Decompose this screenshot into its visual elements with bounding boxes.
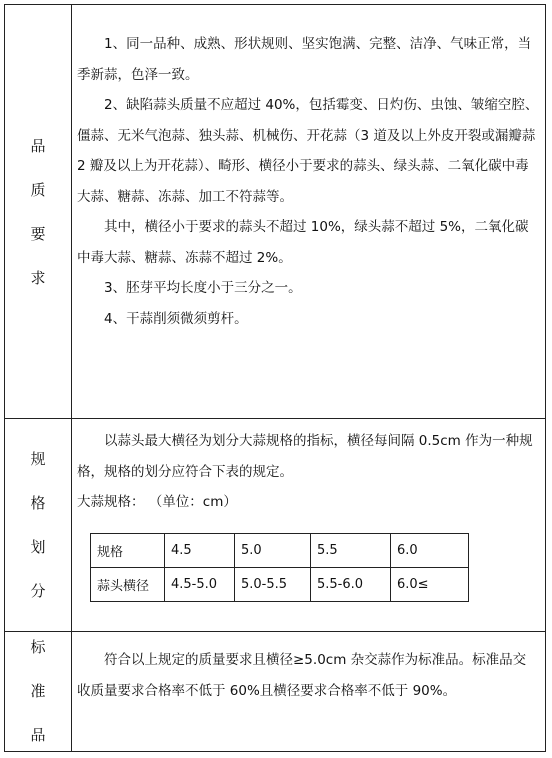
row-divider-2	[5, 631, 545, 632]
table-cell: 5.5-6.0	[311, 568, 391, 602]
quality-label-char: 求	[30, 268, 46, 287]
spec-label-char: 规	[30, 449, 46, 468]
garlic-size-table	[90, 533, 469, 602]
quality-paragraph: 其中，横径小于要求的蒜头不超过 10%，绿头蒜不超过 5%，二氧化碳中毒大蒜、糖蒜、冻蒜不超过 2%。	[77, 219, 529, 266]
row-divider-1	[5, 418, 545, 419]
standard-label-char: 准	[30, 682, 46, 700]
quality-paragraph: 1、同一品种、成熟、形状规则、坚实饱满、完整、洁净、气味正常，当季新蒜，色泽一致。	[77, 36, 532, 83]
quality-label	[5, 5, 71, 418]
table-cell: 5.0	[235, 534, 311, 568]
quality-content	[77, 29, 539, 334]
spec-table-title: 大蒜规格： （单位：cm）	[77, 494, 237, 510]
spec-table-frame	[4, 4, 546, 752]
table-cell: 6.0	[391, 534, 469, 568]
quality-label-char: 品	[30, 136, 46, 155]
spec-intro: 以蒜头最大横径为划分大蒜规格的指标，横径每间隔 0.5cm 作为一种规格，规格的划分应符合下表的规定。	[77, 433, 533, 480]
standard-label-char: 标	[30, 638, 46, 656]
table-row	[91, 568, 469, 602]
spec-label-char: 分	[30, 581, 46, 600]
spec-label-char: 格	[30, 493, 46, 512]
standard-label	[5, 631, 71, 751]
table-cell: 规格	[91, 534, 165, 568]
spec-label	[5, 418, 71, 631]
table-cell: 5.0-5.5	[235, 568, 311, 602]
standard-label-char: 品	[30, 726, 46, 744]
quality-label-char: 要	[30, 224, 46, 243]
table-cell: 5.5	[311, 534, 391, 568]
table-cell: 4.5	[165, 534, 235, 568]
table-cell: 蒜头横径	[91, 568, 165, 602]
quality-paragraph: 3、胚芽平均长度小于三分之一。	[104, 280, 302, 296]
quality-label-char: 质	[30, 180, 46, 199]
table-row	[91, 534, 469, 568]
column-divider	[71, 5, 72, 751]
quality-paragraph: 4、干蒜削须微须剪杆。	[104, 310, 248, 327]
table-cell: 6.0≤	[391, 568, 469, 602]
spec-label-char: 划	[30, 537, 46, 556]
table-cell: 4.5-5.0	[165, 568, 235, 602]
quality-paragraph: 2、缺陷蒜头质量不应超过 40%，包括霉变、日灼伤、虫蚀、皱缩空腔、僵蒜、无米气泡蒜、独头蒜、机械伤、开花蒜（3 道及以上外皮开裂或漏瓣蒜 2 瓣及以上为开花蒜）、畸形、横径小于要求的蒜头、绿头蒜、二氧化碳中毒大蒜、糖蒜、冻蒜、加工不符蒜等。	[77, 97, 539, 205]
spec-content	[77, 426, 539, 518]
standard-text: 符合以上规定的质量要求且横径≥5.0cm 杂交蒜作为标准品。标准品交收质量要求合格率不低于 60%且横径要求合格率不低于 90%。	[77, 652, 527, 699]
standard-content	[77, 645, 539, 706]
